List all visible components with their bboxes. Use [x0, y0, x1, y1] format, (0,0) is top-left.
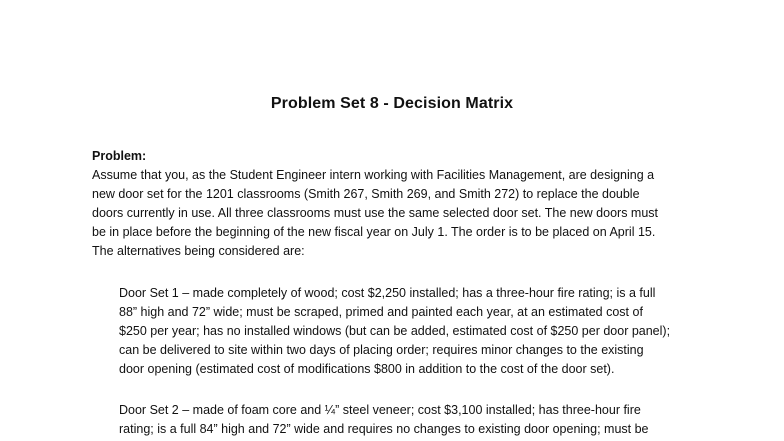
intro-line: doors currently in use. All three classrooms must use the same selected door set. The new doors must — [92, 206, 659, 220]
door-set-1-line: $250 per year; has no installed windows (but can be added, estimated cost of $250 per door panel); — [119, 324, 671, 338]
door-set-1-line: Door Set 1 – made completely of wood; cost $2,250 installed; has a three-hour fire rating; is a full — [119, 286, 656, 300]
intro-line: new door set for the 1201 classrooms (Smith 267, Smith 269, and Smith 272) to replace the double — [92, 187, 640, 201]
door-set-1-line: 88” high and 72” wide; must be scraped, primed and painted each year, at an estimated cost of — [119, 305, 643, 319]
door-set-1-line: can be delivered to site within two days of placing order; requires minor changes to the existing — [119, 343, 644, 357]
door-set-1-line: door opening (estimated cost of modifications $800 in addition to the cost of the door set). — [119, 362, 615, 376]
page-title: Problem Set 8 - Decision Matrix — [270, 95, 514, 112]
problem-heading: Problem: — [92, 149, 147, 163]
intro-line: Assume that you, as the Student Engineer intern working with Facilities Management, are designing a — [92, 168, 655, 182]
intro-line: The alternatives being considered are: — [92, 244, 305, 258]
door-set-2-line: rating; is a full 84” high and 72” wide and requires no changes to existing door opening; must be — [119, 422, 649, 436]
intro-line: be in place before the beginning of the new fiscal year on July 1. The order is to be placed on April 15. — [92, 225, 656, 239]
door-set-2-line: Door Set 2 – made of foam core and ¼” steel veneer; cost $3,100 installed; has three-hour fire — [119, 403, 641, 417]
